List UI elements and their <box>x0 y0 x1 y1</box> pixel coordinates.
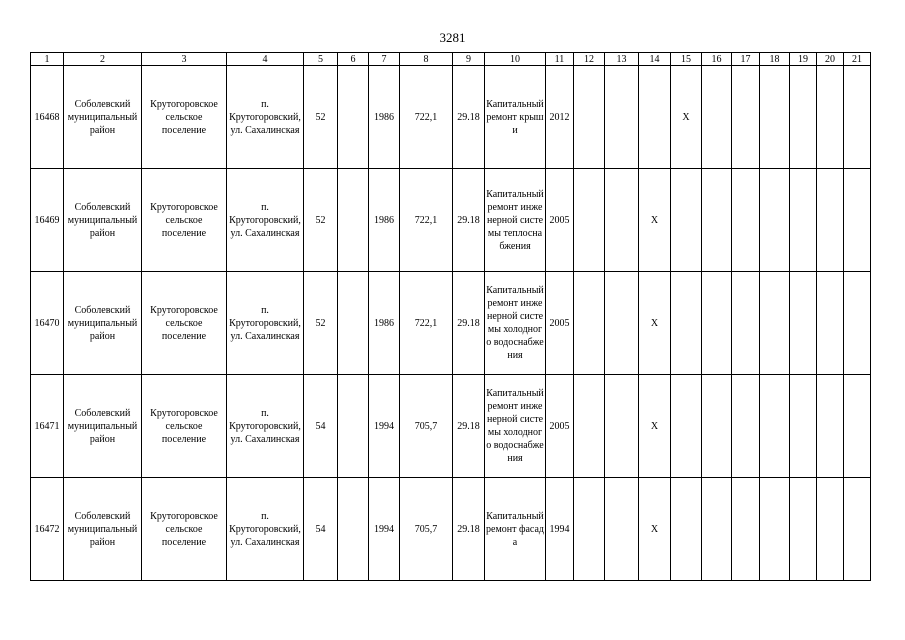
col18-cell <box>760 375 790 478</box>
column-number: 18 <box>760 53 790 66</box>
district-cell: Соболевский муниципальный район <box>64 169 142 272</box>
col5-cell: 52 <box>304 272 338 375</box>
year-cell: 1994 <box>369 478 400 581</box>
col6-cell <box>338 478 369 581</box>
settlement-cell: Крутогоровское сельское поселение <box>142 272 227 375</box>
col18-cell <box>760 478 790 581</box>
col9-cell: 29.18 <box>453 272 485 375</box>
year-cell: 1986 <box>369 66 400 169</box>
col5-cell: 52 <box>304 66 338 169</box>
col19-cell <box>790 66 817 169</box>
col12-cell <box>574 375 605 478</box>
work-type-cell: Капитальный ремонт инженерной системы теплоснабжения <box>485 169 546 272</box>
col20-cell <box>817 375 844 478</box>
column-number: 16 <box>702 53 732 66</box>
col9-cell: 29.18 <box>453 375 485 478</box>
col16-cell <box>702 375 732 478</box>
table-row <box>31 375 871 478</box>
col21-cell <box>844 272 871 375</box>
col5-cell: 54 <box>304 478 338 581</box>
col17-cell <box>732 66 760 169</box>
year-cell: 1994 <box>369 375 400 478</box>
col5-cell: 52 <box>304 169 338 272</box>
column-number: 15 <box>671 53 702 66</box>
plan-year-cell: 1994 <box>546 478 574 581</box>
work-type-cell: Капитальный ремонт инженерной системы холодного водоснабжения <box>485 375 546 478</box>
col13-cell <box>605 478 639 581</box>
plan-year-cell: 2012 <box>546 66 574 169</box>
col12-cell <box>574 478 605 581</box>
col21-cell <box>844 169 871 272</box>
col17-cell <box>732 272 760 375</box>
plan-year-cell: 2005 <box>546 375 574 478</box>
record-id: 16472 <box>31 478 64 581</box>
col15-cell <box>671 272 702 375</box>
col21-cell <box>844 375 871 478</box>
col15-cell: X <box>671 66 702 169</box>
register-table <box>30 52 871 581</box>
col18-cell <box>760 272 790 375</box>
column-number: 6 <box>338 53 369 66</box>
column-number-row <box>31 53 871 66</box>
area-cell: 705,7 <box>400 478 453 581</box>
col12-cell <box>574 272 605 375</box>
col5-cell: 54 <box>304 375 338 478</box>
area-cell: 722,1 <box>400 66 453 169</box>
address-cell: п. Крутогоровский, ул. Сахалинская <box>227 66 304 169</box>
address-cell: п. Крутогоровский, ул. Сахалинская <box>227 478 304 581</box>
col14-cell: X <box>639 169 671 272</box>
district-cell: Соболевский муниципальный район <box>64 375 142 478</box>
work-type-cell: Капитальный ремонт крыши <box>485 66 546 169</box>
year-cell: 1986 <box>369 272 400 375</box>
column-number: 1 <box>31 53 64 66</box>
col12-cell <box>574 66 605 169</box>
column-number: 10 <box>485 53 546 66</box>
col9-cell: 29.18 <box>453 169 485 272</box>
col17-cell <box>732 375 760 478</box>
work-type-cell: Капитальный ремонт инженерной системы холодного водоснабжения <box>485 272 546 375</box>
col15-cell <box>671 375 702 478</box>
column-number: 13 <box>605 53 639 66</box>
col19-cell <box>790 478 817 581</box>
col9-cell: 29.18 <box>453 66 485 169</box>
area-cell: 722,1 <box>400 169 453 272</box>
settlement-cell: Крутогоровское сельское поселение <box>142 169 227 272</box>
col20-cell <box>817 272 844 375</box>
col9-cell: 29.18 <box>453 478 485 581</box>
address-cell: п. Крутогоровский, ул. Сахалинская <box>227 169 304 272</box>
column-number: 19 <box>790 53 817 66</box>
col16-cell <box>702 272 732 375</box>
settlement-cell: Крутогоровское сельское поселение <box>142 66 227 169</box>
col14-cell: X <box>639 478 671 581</box>
col15-cell <box>671 478 702 581</box>
table-row <box>31 66 871 169</box>
col13-cell <box>605 169 639 272</box>
page-number: 3281 <box>439 30 466 45</box>
district-cell: Соболевский муниципальный район <box>64 272 142 375</box>
col18-cell <box>760 169 790 272</box>
year-cell: 1986 <box>369 169 400 272</box>
district-cell: Соболевский муниципальный район <box>64 478 142 581</box>
column-number: 5 <box>304 53 338 66</box>
settlement-cell: Крутогоровское сельское поселение <box>142 478 227 581</box>
col12-cell <box>574 169 605 272</box>
column-number: 11 <box>546 53 574 66</box>
column-number: 8 <box>400 53 453 66</box>
col6-cell <box>338 272 369 375</box>
column-number: 21 <box>844 53 871 66</box>
record-id: 16470 <box>31 272 64 375</box>
address-cell: п. Крутогоровский, ул. Сахалинская <box>227 375 304 478</box>
col14-cell: X <box>639 375 671 478</box>
column-number: 3 <box>142 53 227 66</box>
col14-cell <box>639 66 671 169</box>
area-cell: 722,1 <box>400 272 453 375</box>
column-number: 14 <box>639 53 671 66</box>
record-id: 16468 <box>31 66 64 169</box>
address-cell: п. Крутогоровский, ул. Сахалинская <box>227 272 304 375</box>
column-number: 9 <box>453 53 485 66</box>
col20-cell <box>817 478 844 581</box>
col17-cell <box>732 478 760 581</box>
column-number: 2 <box>64 53 142 66</box>
plan-year-cell: 2005 <box>546 169 574 272</box>
table-row <box>31 169 871 272</box>
col6-cell <box>338 169 369 272</box>
col6-cell <box>338 66 369 169</box>
col13-cell <box>605 375 639 478</box>
settlement-cell: Крутогоровское сельское поселение <box>142 375 227 478</box>
col20-cell <box>817 169 844 272</box>
col20-cell <box>817 66 844 169</box>
col18-cell <box>760 66 790 169</box>
table-row <box>31 478 871 581</box>
col16-cell <box>702 478 732 581</box>
column-number: 4 <box>227 53 304 66</box>
column-number: 7 <box>369 53 400 66</box>
column-number: 20 <box>817 53 844 66</box>
col16-cell <box>702 66 732 169</box>
col16-cell <box>702 169 732 272</box>
column-number: 17 <box>732 53 760 66</box>
col14-cell: X <box>639 272 671 375</box>
work-type-cell: Капитальный ремонт фасада <box>485 478 546 581</box>
area-cell: 705,7 <box>400 375 453 478</box>
col21-cell <box>844 66 871 169</box>
table-row <box>31 272 871 375</box>
record-id: 16471 <box>31 375 64 478</box>
col13-cell <box>605 272 639 375</box>
col17-cell <box>732 169 760 272</box>
col19-cell <box>790 375 817 478</box>
col13-cell <box>605 66 639 169</box>
col19-cell <box>790 272 817 375</box>
col19-cell <box>790 169 817 272</box>
col21-cell <box>844 478 871 581</box>
column-number: 12 <box>574 53 605 66</box>
col15-cell <box>671 169 702 272</box>
plan-year-cell: 2005 <box>546 272 574 375</box>
record-id: 16469 <box>31 169 64 272</box>
col6-cell <box>338 375 369 478</box>
district-cell: Соболевский муниципальный район <box>64 66 142 169</box>
